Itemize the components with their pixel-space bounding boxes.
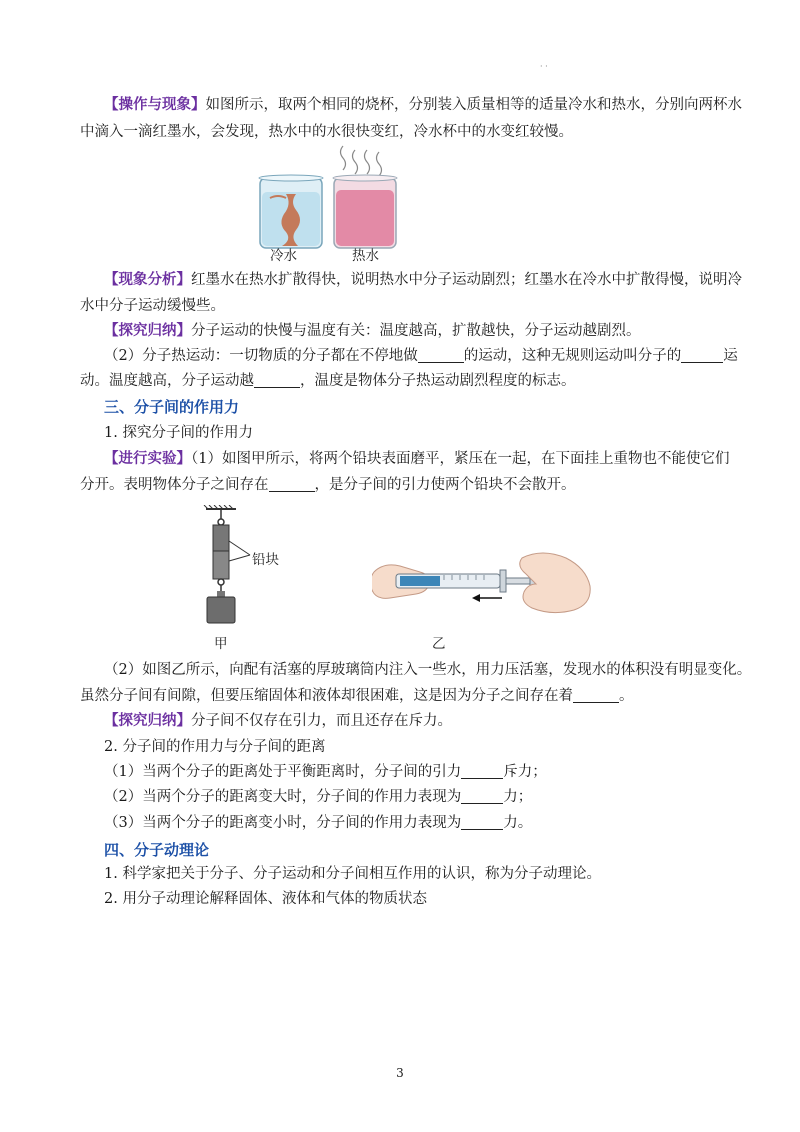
- paragraph-syringe-2: 虽然分子间有间隙，但要压缩固体和液体却很困难，这是因为分子之间存在着 。: [80, 688, 634, 704]
- paragraph-analysis: [104, 270, 744, 290]
- question-2: （2）当两个分子的距离变大时，分子间的作用力表现为 力；: [104, 789, 533, 805]
- tag-operation: 【操作与现象】: [104, 96, 206, 113]
- blank-attraction[interactable]: [269, 477, 315, 492]
- hot-beaker: [333, 175, 397, 248]
- tag-analysis: 【现象分析】: [104, 271, 191, 288]
- question-1: （1）当两个分子的距离处于平衡距离时，分子间的引力 斥力；: [104, 764, 547, 780]
- caption-yi: 乙: [432, 636, 446, 652]
- heading-intermolecular-force: 三、分子间的作用力: [104, 398, 240, 416]
- tag-summary-1: 【探究归纳】: [104, 322, 191, 339]
- blank-irregular-motion[interactable]: [418, 348, 464, 363]
- item-explain-states: 2. 用分子动理论解释固体、液体和气体的物质状态: [104, 891, 427, 907]
- paragraph-experiment-2: 分开。表明物体分子之间存在 ，是分子间的引力使两个铅块不会散开。: [80, 477, 576, 493]
- header-dots: · ·: [540, 62, 548, 71]
- cold-beaker: [259, 175, 323, 248]
- paragraph-thermal-motion-2: 动。温度越高，分子运动越 ，温度是物体分子热运动剧烈程度的标志。: [80, 373, 576, 389]
- item-theory-definition: 1. 科学家把关于分子、分子运动和分子间相互作用的认识，称为分子动理论。: [104, 866, 601, 882]
- blank-attractive[interactable]: [461, 789, 503, 804]
- blank-repulsive[interactable]: [461, 815, 503, 830]
- lead-blocks-figure: [196, 505, 296, 630]
- paragraph-summary-1: [104, 321, 744, 341]
- item-explore-force: 1. 探究分子间的作用力: [104, 425, 253, 441]
- paragraph-thermal-motion: （2）分子热运动：一切物质的分子都在不停地做 的运动，这种无规则运动叫分子的 运: [104, 348, 738, 364]
- caption-cold-water: 冷水: [270, 248, 297, 264]
- question-3: （3）当两个分子的距离变小时，分子间的作用力表现为 力。: [104, 815, 533, 831]
- page-number: 3: [396, 1066, 404, 1080]
- tag-experiment: 【进行实验】: [104, 450, 191, 467]
- analysis-text-2: 水中分子运动缓慢些。: [80, 298, 225, 314]
- paragraph-operation: [104, 95, 744, 115]
- blank-equal[interactable]: [461, 764, 503, 779]
- summary-1-text: 分子运动的快慢与温度有关：温度越高，扩散越快，分子运动越剧烈。: [191, 323, 641, 339]
- operation-text-2: 中滴入一滴红墨水，会发现，热水中的水很快变红，冷水杯中的水变红较慢。: [80, 124, 573, 140]
- tag-summary-2: 【探究归纳】: [104, 712, 191, 729]
- caption-jia: 甲: [214, 636, 228, 652]
- paragraph-experiment: 【进行实验】（1）如图甲所示，将两个铅块表面磨平，紧压在一起，在下面挂上重物也不能使它们: [104, 450, 730, 467]
- operation-text-1: 如图所示，取两个相同的烧杯，分别装入质量相等的适量冷水和热水，分别向两杯水: [205, 97, 742, 113]
- analysis-text-1: 红墨水在热水扩散得快，说明热水中分子运动剧烈；红墨水在冷水中扩散得慢，说明冷: [191, 272, 742, 288]
- item-force-distance: 2. 分子间的作用力与分子间的距离: [104, 739, 326, 755]
- paragraph-summary-2: 【探究归纳】分子间不仅存在引力，而且还存在斥力。: [104, 712, 452, 729]
- blank-thermal-motion[interactable]: [681, 348, 723, 363]
- caption-hot-water: 热水: [352, 248, 379, 264]
- label-lead-block: 铅块: [252, 552, 279, 568]
- blank-repulsion[interactable]: [573, 688, 619, 703]
- heading-molecular-theory: 四、分子动理论: [104, 841, 210, 859]
- blank-more-intense[interactable]: [254, 373, 300, 388]
- paragraph-syringe: （2）如图乙所示，向配有活塞的厚玻璃筒内注入一些水，用力压活塞，发现水的体积没有明显变化。: [104, 662, 752, 678]
- syringe-figure: [372, 548, 592, 620]
